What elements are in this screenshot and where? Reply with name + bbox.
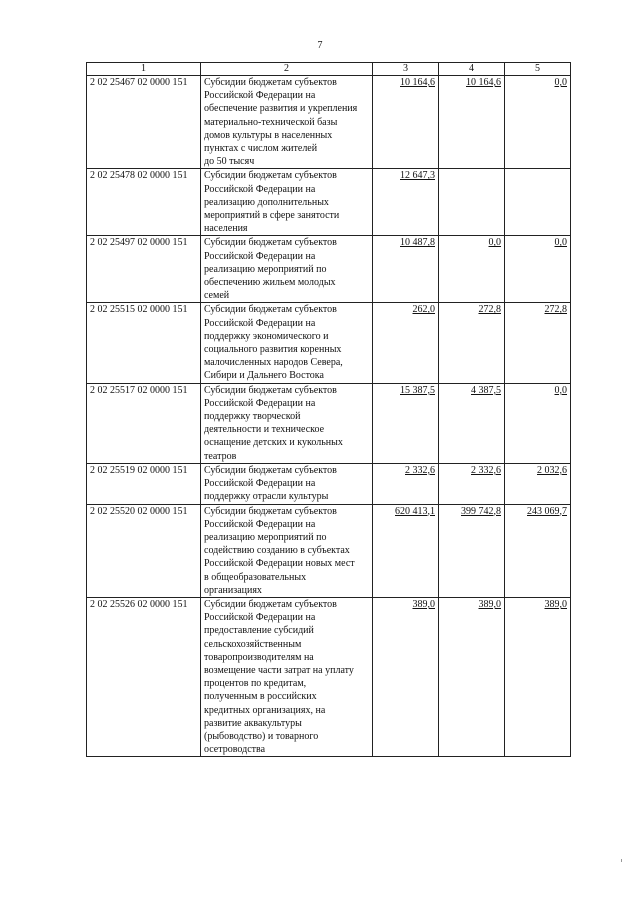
- column-header-1: 1: [87, 63, 201, 76]
- row-value-col5-text: 0,0: [554, 237, 567, 249]
- row-code: 2 02 25526 02 0000 151: [87, 597, 201, 756]
- row-code: 2 02 25497 02 0000 151: [87, 236, 201, 303]
- row-code: 2 02 25520 02 0000 151: [87, 504, 201, 597]
- row-value-col4-text: 0,0: [488, 237, 501, 249]
- row-value-col3-text: 12 647,3: [400, 170, 435, 182]
- row-value-col4-text: 272,8: [478, 304, 501, 316]
- row-value-col5: [505, 236, 571, 303]
- row-description: Субсидии бюджетам субъектов Российской Федерации на реализацию мероприятий по содействию созданию в субъектах Российской Федерации новых мест в общеобразовательных организациях: [201, 504, 373, 597]
- row-value-col3-text: 620 413,1: [395, 505, 435, 517]
- row-value-col3-text: 15 387,5: [400, 384, 435, 396]
- row-value-col5-text: 0,0: [554, 77, 567, 88]
- row-value-col5-text: 389,0: [544, 598, 567, 610]
- table-body: [87, 76, 571, 757]
- column-header-5: 5: [505, 63, 571, 76]
- row-value-col5: [505, 463, 571, 504]
- row-value-col4: [439, 504, 505, 597]
- row-value-col4-text: 399 742,8: [461, 505, 501, 517]
- row-value-col3: [373, 597, 439, 756]
- row-description: Субсидии бюджетам субъектов Российской Федерации на предоставление субсидий сельскохозяйственным товаропроизводителям на возмещение части затрат на уплату процентов по кредитам, полученным в российских кредитных организациях, на развитие аквакультуры (рыбоводство) и товарного осетроводства: [201, 597, 373, 756]
- table-row: [87, 303, 571, 383]
- row-value-col3-text: 389,0: [412, 598, 435, 610]
- table-row: [87, 463, 571, 504]
- column-header-2: 2: [201, 63, 373, 76]
- row-description: Субсидии бюджетам субъектов Российской Федерации на реализацию мероприятий по обеспечению жильем молодых семей: [201, 236, 373, 303]
- row-code: 2 02 25517 02 0000 151: [87, 383, 201, 463]
- row-description: Субсидии бюджетам субъектов Российской Федерации на поддержку отрасли культуры: [201, 463, 373, 504]
- row-value-col4: [439, 76, 505, 169]
- row-description: Субсидии бюджетам субъектов Российской Федерации на поддержку экономического и социального развития коренных малочисленных народов Севера, Сибири и Дальнего Востока: [201, 303, 373, 383]
- row-value-col4-text: 4 387,5: [471, 384, 501, 396]
- row-value-col3: [373, 463, 439, 504]
- row-value-col5: [505, 169, 571, 236]
- row-value-col5-text: 243 069,7: [527, 505, 567, 517]
- row-code: 2 02 25467 02 0000 151: [87, 76, 201, 169]
- table-row: [87, 169, 571, 236]
- row-value-col3-text: 10 487,8: [400, 237, 435, 249]
- row-value-col4: [439, 463, 505, 504]
- row-value-col4: [439, 597, 505, 756]
- row-code: 2 02 25515 02 0000 151: [87, 303, 201, 383]
- row-value-col3: [373, 504, 439, 597]
- page-number: 7: [317, 40, 323, 51]
- row-value-col4-text: 389,0: [478, 598, 501, 610]
- column-header-3: 3: [373, 63, 439, 76]
- row-value-col3-text: 2 332,6: [405, 464, 435, 476]
- row-value-col3: [373, 236, 439, 303]
- column-header-4: 4: [439, 63, 505, 76]
- row-value-col4: [439, 236, 505, 303]
- table-row: [87, 76, 571, 169]
- row-description: Субсидии бюджетам субъектов Российской Федерации на обеспечение развития и укрепления материально-технической базы домов культуры в населенных пунктах с числом жителей до 50 тысяч: [201, 76, 373, 169]
- row-value-col4: [439, 383, 505, 463]
- header-row: [87, 63, 571, 76]
- row-value-col3: [373, 303, 439, 383]
- row-value-col5: [505, 597, 571, 756]
- row-value-col5: [505, 76, 571, 169]
- table-row: [87, 236, 571, 303]
- row-value-col3: [373, 383, 439, 463]
- table-row: [87, 383, 571, 463]
- row-value-col4-text: 2 332,6: [471, 464, 501, 476]
- row-value-col3-text: 262,0: [412, 304, 435, 316]
- row-value-col5-text: 272,8: [544, 304, 567, 316]
- table-row: [87, 597, 571, 756]
- row-value-col5: [505, 303, 571, 383]
- row-description: Субсидии бюджетам субъектов Российской Федерации на поддержку творческой деятельности и техническое оснащение детских и кукольных театров: [201, 383, 373, 463]
- row-value-col4: [439, 303, 505, 383]
- scan-mark: [621, 859, 622, 862]
- row-value-col5-text: 2 032,6: [537, 464, 567, 476]
- budget-table: [86, 62, 571, 757]
- row-value-col3: [373, 169, 439, 236]
- row-code: 2 02 25478 02 0000 151: [87, 169, 201, 236]
- row-description: Субсидии бюджетам субъектов Российской Федерации на реализацию дополнительных мероприятий в сфере занятости населения: [201, 169, 373, 236]
- row-code: 2 02 25519 02 0000 151: [87, 463, 201, 504]
- row-value-col5: [505, 504, 571, 597]
- row-value-col5: [505, 383, 571, 463]
- table-row: [87, 504, 571, 597]
- row-value-col5-text: 0,0: [554, 384, 567, 396]
- row-value-col3: [373, 76, 439, 169]
- row-value-col3-text: 10 164,6: [400, 77, 435, 88]
- row-value-col4-text: 10 164,6: [466, 77, 501, 88]
- row-value-col4: [439, 169, 505, 236]
